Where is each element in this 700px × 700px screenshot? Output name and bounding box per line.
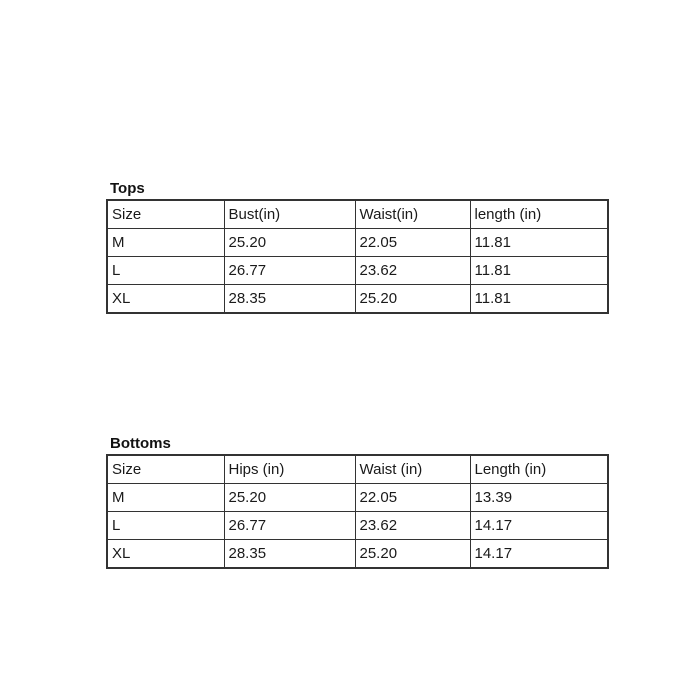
measurement-cell: 28.35 (224, 540, 355, 569)
measurement-cell: 25.20 (224, 484, 355, 512)
measurement-cell: 23.62 (355, 257, 470, 285)
measurement-cell: 26.77 (224, 257, 355, 285)
header-row (107, 455, 608, 484)
size-cell: M (107, 484, 224, 512)
bottoms-table-body (107, 484, 608, 569)
column-header: Bust(in) (224, 200, 355, 229)
table-row (107, 229, 608, 257)
measurement-cell: 14.17 (470, 540, 608, 569)
column-header: length (in) (470, 200, 608, 229)
table-row (107, 484, 608, 512)
measurement-cell: 11.81 (470, 229, 608, 257)
tops-table-head (107, 200, 608, 229)
column-header: Size (107, 200, 224, 229)
measurement-cell: 26.77 (224, 512, 355, 540)
measurement-cell: 13.39 (470, 484, 608, 512)
measurement-cell: 14.17 (470, 512, 608, 540)
measurement-cell: 25.20 (355, 540, 470, 569)
measurement-cell: 22.05 (355, 484, 470, 512)
column-header: Size (107, 455, 224, 484)
bottoms-size-table (106, 454, 609, 569)
tops-size-table (106, 199, 609, 314)
table-row (107, 257, 608, 285)
measurement-cell: 23.62 (355, 512, 470, 540)
measurement-cell: 11.81 (470, 285, 608, 314)
size-cell: L (107, 512, 224, 540)
measurement-cell: 11.81 (470, 257, 608, 285)
header-row (107, 200, 608, 229)
table-row (107, 512, 608, 540)
column-header: Waist(in) (355, 200, 470, 229)
measurement-cell: 25.20 (224, 229, 355, 257)
tops-section-title: Tops (110, 180, 145, 197)
bottoms-section-title: Bottoms (110, 435, 171, 452)
size-cell: XL (107, 285, 224, 314)
tops-table-body (107, 229, 608, 314)
size-cell: L (107, 257, 224, 285)
table-row (107, 285, 608, 314)
size-cell: M (107, 229, 224, 257)
size-cell: XL (107, 540, 224, 569)
measurement-cell: 25.20 (355, 285, 470, 314)
bottoms-table-head (107, 455, 608, 484)
column-header: Hips (in) (224, 455, 355, 484)
column-header: Waist (in) (355, 455, 470, 484)
table-row (107, 540, 608, 569)
column-header: Length (in) (470, 455, 608, 484)
measurement-cell: 22.05 (355, 229, 470, 257)
measurement-cell: 28.35 (224, 285, 355, 314)
